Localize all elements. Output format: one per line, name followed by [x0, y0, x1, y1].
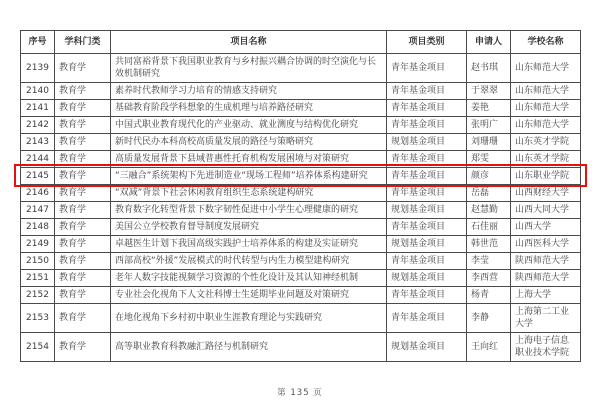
cell-discipline: 教育学 [55, 253, 111, 270]
cell-project-category: 规划基金项目 [387, 333, 467, 362]
cell-discipline: 教育学 [55, 83, 111, 100]
cell-discipline: 教育学 [55, 304, 111, 333]
cell-project-category: 青年基金项目 [387, 253, 467, 270]
cell-school: 山东英才学院 [511, 134, 581, 151]
cell-project-category: 规划基金项目 [387, 134, 467, 151]
cell-project-title: 老年人数字技能视频学习资源的个性化设计及其认知神经机制 [111, 270, 387, 287]
cell-project-category: 青年基金项目 [387, 54, 467, 83]
column-header: 学校名称 [511, 31, 581, 54]
cell-applicant: 赵慧勤 [467, 202, 511, 219]
cell-school: 山东师范大学 [511, 117, 581, 134]
column-header: 项目类别 [387, 31, 467, 54]
table-row [21, 219, 581, 236]
cell-project-title: 新时代民办本科高校高质量发展的路径与策略研究 [111, 134, 387, 151]
cell-index: 2144 [21, 151, 55, 168]
cell-project-title: 基础教育阶段学科想象的生成机理与培养路径研究 [111, 100, 387, 117]
cell-applicant: 于翠翠 [467, 83, 511, 100]
cell-index: 2142 [21, 117, 55, 134]
cell-project-title: “三融合”系统架构下先进制造业“现场工程师”培养体系构建研究 [111, 168, 387, 185]
cell-index: 2145 [21, 168, 55, 185]
cell-applicant: 李西营 [467, 270, 511, 287]
cell-school: 山东英才学院 [511, 151, 581, 168]
cell-discipline: 教育学 [55, 202, 111, 219]
header-row [21, 31, 581, 54]
cell-project-title: “双减”背景下社会休闲教育组织生态系统建构研究 [111, 185, 387, 202]
cell-project-title: 西部高校“外援”发展模式的时代转型与内生力模型建构研究 [111, 253, 387, 270]
cell-discipline: 教育学 [55, 151, 111, 168]
table-row [21, 202, 581, 219]
cell-discipline: 教育学 [55, 117, 111, 134]
cell-discipline: 教育学 [55, 185, 111, 202]
cell-discipline: 教育学 [55, 287, 111, 304]
table-container [20, 30, 580, 362]
cell-index: 2151 [21, 270, 55, 287]
cell-project-title: 卓越医生计划下我国高级实践护士培养体系的构建及实证研究 [111, 236, 387, 253]
cell-school: 上海第二工业大学 [511, 304, 581, 333]
table-row [21, 185, 581, 202]
table-row [21, 134, 581, 151]
cell-index: 2139 [21, 54, 55, 83]
table-body [21, 54, 581, 362]
column-header: 序号 [21, 31, 55, 54]
cell-project-title: 高质量发展背景下县域普惠性托育机构发展困境与对策研究 [111, 151, 387, 168]
column-header: 项目名称 [111, 31, 387, 54]
cell-school: 山西大同大学 [511, 202, 581, 219]
table-row [21, 253, 581, 270]
table-row [21, 83, 581, 100]
cell-project-title: 中国式职业教育现代化的产业驱动、就业测度与结构优化研究 [111, 117, 387, 134]
cell-project-category: 青年基金项目 [387, 151, 467, 168]
cell-school: 山西医科大学 [511, 236, 581, 253]
cell-discipline: 教育学 [55, 168, 111, 185]
cell-project-category: 规划基金项目 [387, 236, 467, 253]
cell-school: 山东师范大学 [511, 100, 581, 117]
cell-index: 2149 [21, 236, 55, 253]
cell-index: 2140 [21, 83, 55, 100]
cell-school: 山东师范大学 [511, 54, 581, 83]
table-row [21, 100, 581, 117]
table-row [21, 270, 581, 287]
table-row [21, 54, 581, 83]
cell-school: 陕西师范大学 [511, 270, 581, 287]
cell-applicant: 韩世范 [467, 236, 511, 253]
table-row [21, 151, 581, 168]
cell-applicant: 王向红 [467, 333, 511, 362]
cell-project-category: 青年基金项目 [387, 83, 467, 100]
cell-index: 2143 [21, 134, 55, 151]
cell-project-category: 规划基金项目 [387, 270, 467, 287]
cell-discipline: 教育学 [55, 270, 111, 287]
cell-project-title: 专业社会化视角下人文社科博士生延期毕业问题及对策研究 [111, 287, 387, 304]
cell-applicant: 颜彦 [467, 168, 511, 185]
cell-index: 2141 [21, 100, 55, 117]
cell-project-title: 美国公立学校教育督导制度发展研究 [111, 219, 387, 236]
column-header: 学科门类 [55, 31, 111, 54]
cell-school: 陕西师范大学 [511, 253, 581, 270]
cell-project-category: 青年基金项目 [387, 219, 467, 236]
cell-index: 2152 [21, 287, 55, 304]
cell-project-title: 高等职业教育科教融汇路径与机制研究 [111, 333, 387, 362]
cell-applicant: 赵书琪 [467, 54, 511, 83]
table-row [21, 287, 581, 304]
cell-applicant: 杨青 [467, 287, 511, 304]
cell-school: 上海电子信息职业技术学院 [511, 333, 581, 362]
cell-school: 山西大学 [511, 219, 581, 236]
cell-index: 2147 [21, 202, 55, 219]
table-row [21, 168, 581, 185]
column-header: 申请人 [467, 31, 511, 54]
cell-project-category: 青年基金项目 [387, 100, 467, 117]
cell-school: 上海大学 [511, 287, 581, 304]
cell-project-title: 共同富裕背景下我国职业教育与乡村振兴耦合协调的时空演化与长效机制研究 [111, 54, 387, 83]
table-row [21, 304, 581, 333]
cell-school: 山东职业学院 [511, 168, 581, 185]
cell-applicant: 张明广 [467, 117, 511, 134]
cell-project-title: 教育数字化转型背景下数字韧性促进中小学生心理健康的研究 [111, 202, 387, 219]
cell-discipline: 教育学 [55, 100, 111, 117]
cell-index: 2153 [21, 304, 55, 333]
cell-applicant: 李莹 [467, 253, 511, 270]
cell-discipline: 教育学 [55, 333, 111, 362]
table-row [21, 333, 581, 362]
cell-applicant: 李静 [467, 304, 511, 333]
cell-applicant: 刘珊珊 [467, 134, 511, 151]
cell-applicant: 郑雯 [467, 151, 511, 168]
cell-project-category: 青年基金项目 [387, 185, 467, 202]
cell-project-category: 青年基金项目 [387, 287, 467, 304]
cell-discipline: 教育学 [55, 54, 111, 83]
projects-table [20, 30, 581, 362]
cell-discipline: 教育学 [55, 236, 111, 253]
cell-project-category: 青年基金项目 [387, 168, 467, 185]
cell-index: 2146 [21, 185, 55, 202]
cell-project-title: 在地化视角下乡村初中职业生涯教育理论与实践研究 [111, 304, 387, 333]
cell-discipline: 教育学 [55, 219, 111, 236]
cell-applicant: 姜艳 [467, 100, 511, 117]
table-row [21, 236, 581, 253]
cell-project-category: 青年基金项目 [387, 304, 467, 333]
table-row [21, 117, 581, 134]
cell-index: 2154 [21, 333, 55, 362]
cell-applicant: 石佳丽 [467, 219, 511, 236]
page-number: 第 135 页 [277, 388, 323, 398]
cell-applicant: 岳磊 [467, 185, 511, 202]
cell-school: 山西财经大学 [511, 185, 581, 202]
cell-index: 2148 [21, 219, 55, 236]
cell-project-title: 素养时代教师学习力培育的情感支持研究 [111, 83, 387, 100]
cell-project-category: 规划基金项目 [387, 202, 467, 219]
cell-index: 2150 [21, 253, 55, 270]
cell-discipline: 教育学 [55, 134, 111, 151]
cell-school: 山东师范大学 [511, 83, 581, 100]
cell-project-category: 青年基金项目 [387, 117, 467, 134]
